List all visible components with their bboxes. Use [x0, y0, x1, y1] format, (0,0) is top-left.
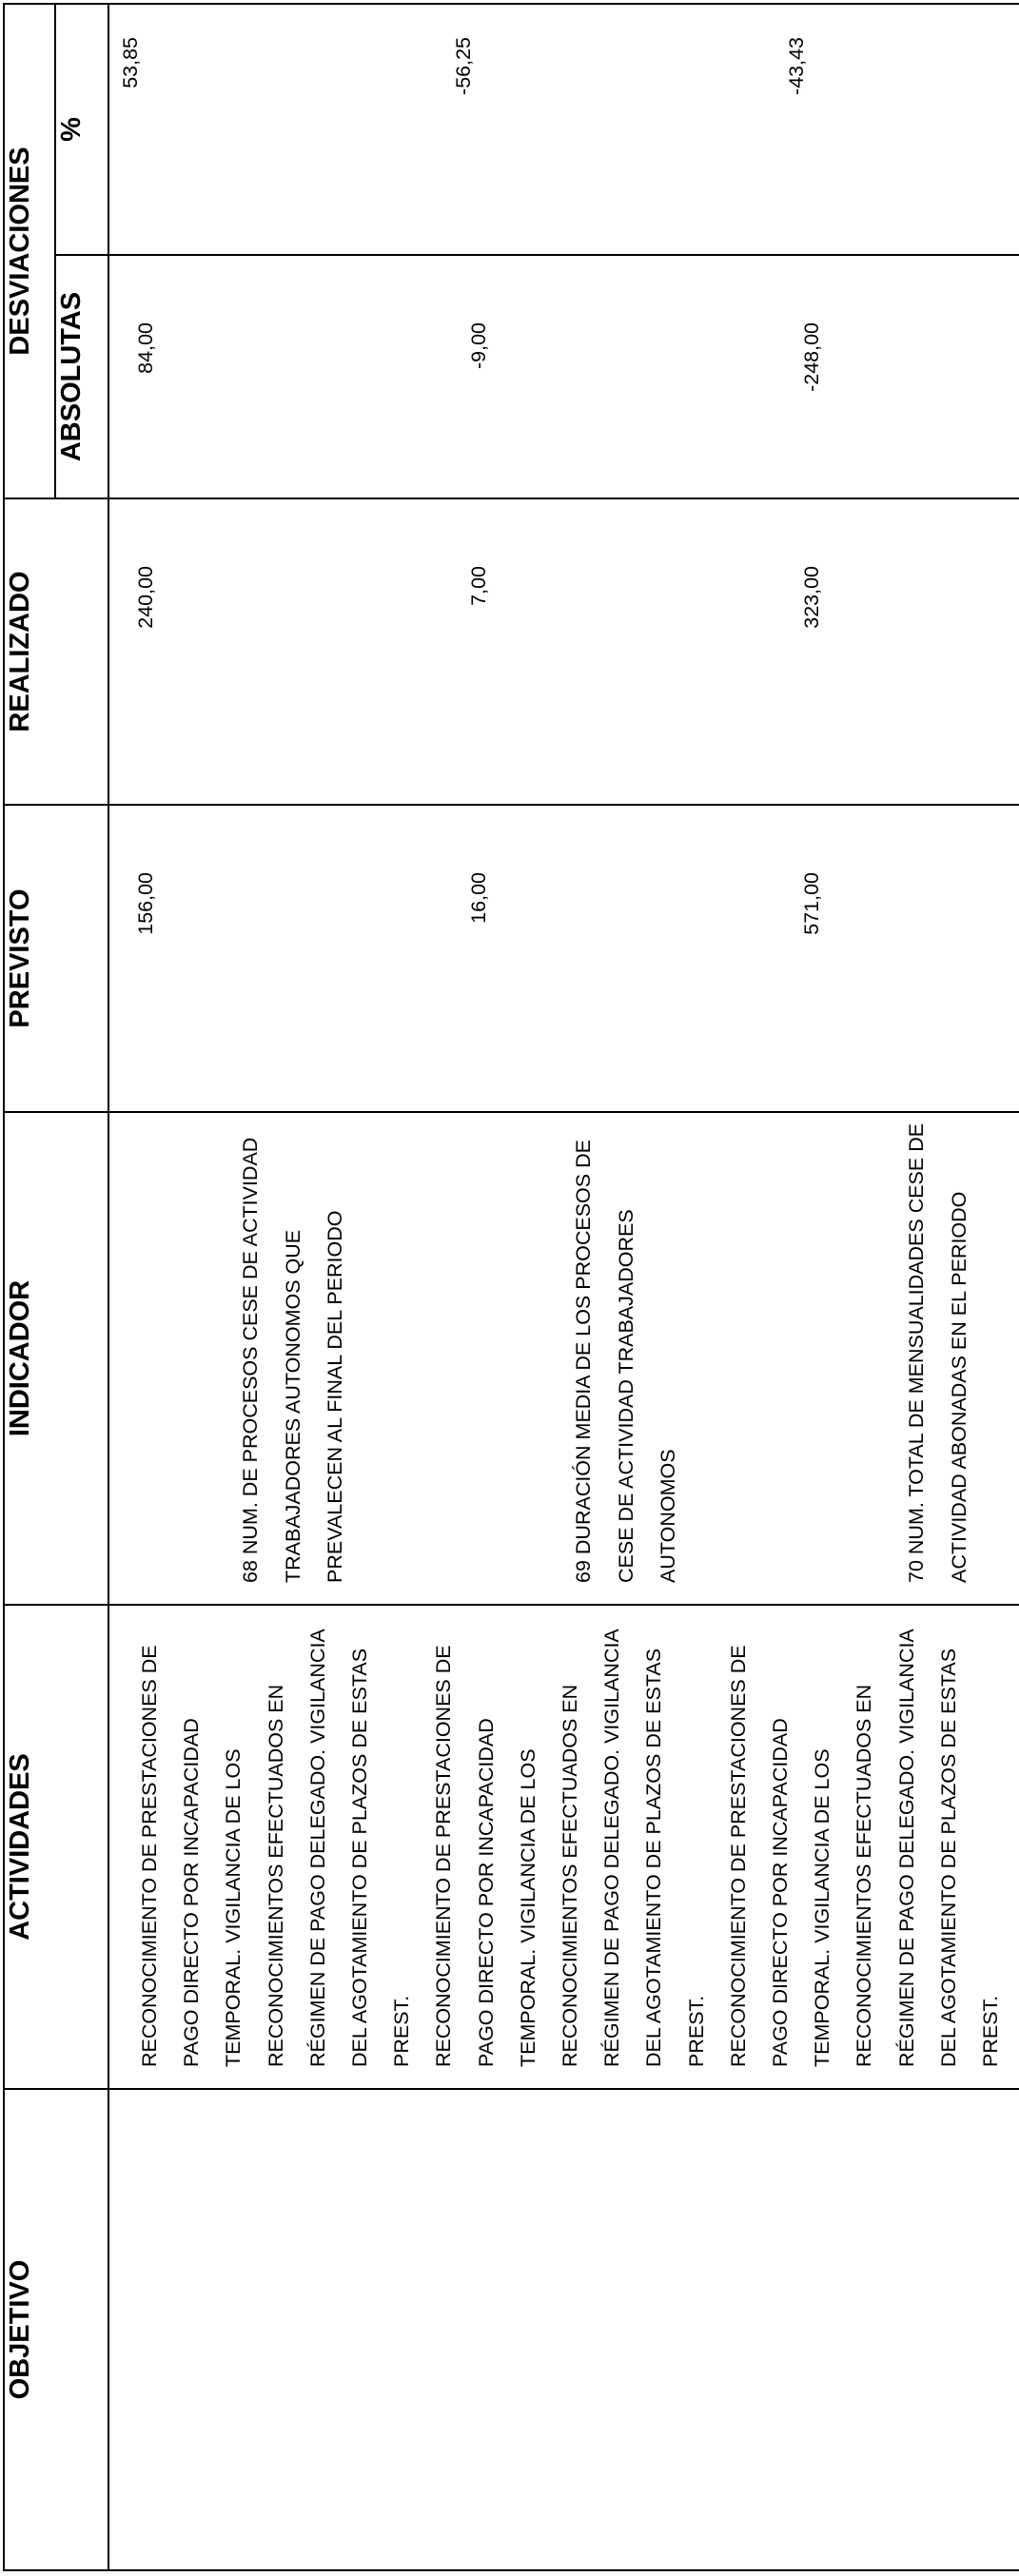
actividad-text: RECONOCIMIENTO DE PRESTACIONES DE PAGO DIRECTO POR INCAPACIDAD TEMPORAL. VIGILANCIA DE LOS RECONOCIMIENTOS EFECTUADOS EN RÉGIMEN DE PAGO DELEGADO. VIGILANCIA DEL AGOTAMIENTO DE PLAZOS DE ESTAS PREST.: [432, 1630, 708, 2067]
absolutas-value: -248,00: [800, 322, 823, 392]
header-indicador: INDICADOR: [4, 1112, 108, 1605]
absolutas-value: -9,00: [467, 322, 490, 370]
previsto-value: 156,00: [134, 872, 157, 935]
absolutas-cell: [108, 255, 1019, 498]
indicador-text: 69 DURACIÓN MEDIA DE LOS PROCESOS DE CESE DE ACTIVIDAD TRABAJADORES AUTONOMOS: [572, 1140, 679, 1583]
indicador-text: 68 NUM. DE PROCESOS CESE DE ACTIVIDAD TRABAJADORES AUTONOMOS QUE PREVALECEN AL FINAL DEL PERIODO: [239, 1137, 346, 1583]
objetivo-cell: [108, 2089, 1019, 2570]
absolutas-value: 84,00: [134, 322, 157, 374]
realizado-cell: [108, 498, 1019, 805]
realizado-value: 240,00: [134, 566, 157, 629]
previsto-cell: [108, 805, 1019, 1112]
previsto-value: 16,00: [467, 872, 490, 924]
actividad-text: RECONOCIMIENTO DE PRESTACIONES DE PAGO DIRECTO POR INCAPACIDAD TEMPORAL. VIGILANCIA DE LOS RECONOCIMIENTOS EFECTUADOS EN RÉGIMEN DE PAGO DELEGADO. VIGILANCIA DEL AGOTAMIENTO DE PLAZOS DE ESTAS PREST.: [726, 1630, 1003, 2067]
porcentaje-value: -43,43: [785, 36, 808, 95]
porcentaje-cell: [108, 4, 1019, 255]
porcentaje-value: -56,25: [452, 36, 475, 95]
actividades-cell: [108, 1605, 1019, 2089]
header-porcentaje: %: [55, 4, 108, 255]
header-realizado: REALIZADO: [4, 498, 108, 805]
porcentaje-value: 53,85: [119, 36, 142, 88]
objetivo-text: [109, 2090, 136, 2569]
header-desviaciones: DESVIACIONES: [4, 4, 55, 498]
indicator-table: [3, 3, 1019, 2571]
previsto-value: 571,00: [800, 872, 823, 935]
indicador-text: 70 NUM. TOTAL DE MENSUALIDADES CESE DE ACTIVIDAD ABONADAS EN EL PERIODO: [905, 1122, 970, 1583]
realizado-value: 323,00: [800, 566, 823, 629]
indicador-cell: [108, 1112, 1019, 1605]
realizado-value: 7,00: [467, 566, 490, 606]
actividad-text: RECONOCIMIENTO DE PRESTACIONES DE PAGO DIRECTO POR INCAPACIDAD TEMPORAL. VIGILANCIA DE LOS RECONOCIMIENTOS EFECTUADOS EN RÉGIMEN DE PAGO DELEGADO. VIGILANCIA DEL AGOTAMIENTO DE PLAZOS DE ESTAS PREST.: [138, 1630, 414, 2067]
header-actividades: ACTIVIDADES: [4, 1605, 108, 2089]
header-objetivo: OBJETIVO: [4, 2089, 108, 2570]
table-row: [108, 4, 1019, 2570]
header-previsto: PREVISTO: [4, 805, 108, 1112]
header-absolutas: ABSOLUTAS: [55, 255, 108, 498]
